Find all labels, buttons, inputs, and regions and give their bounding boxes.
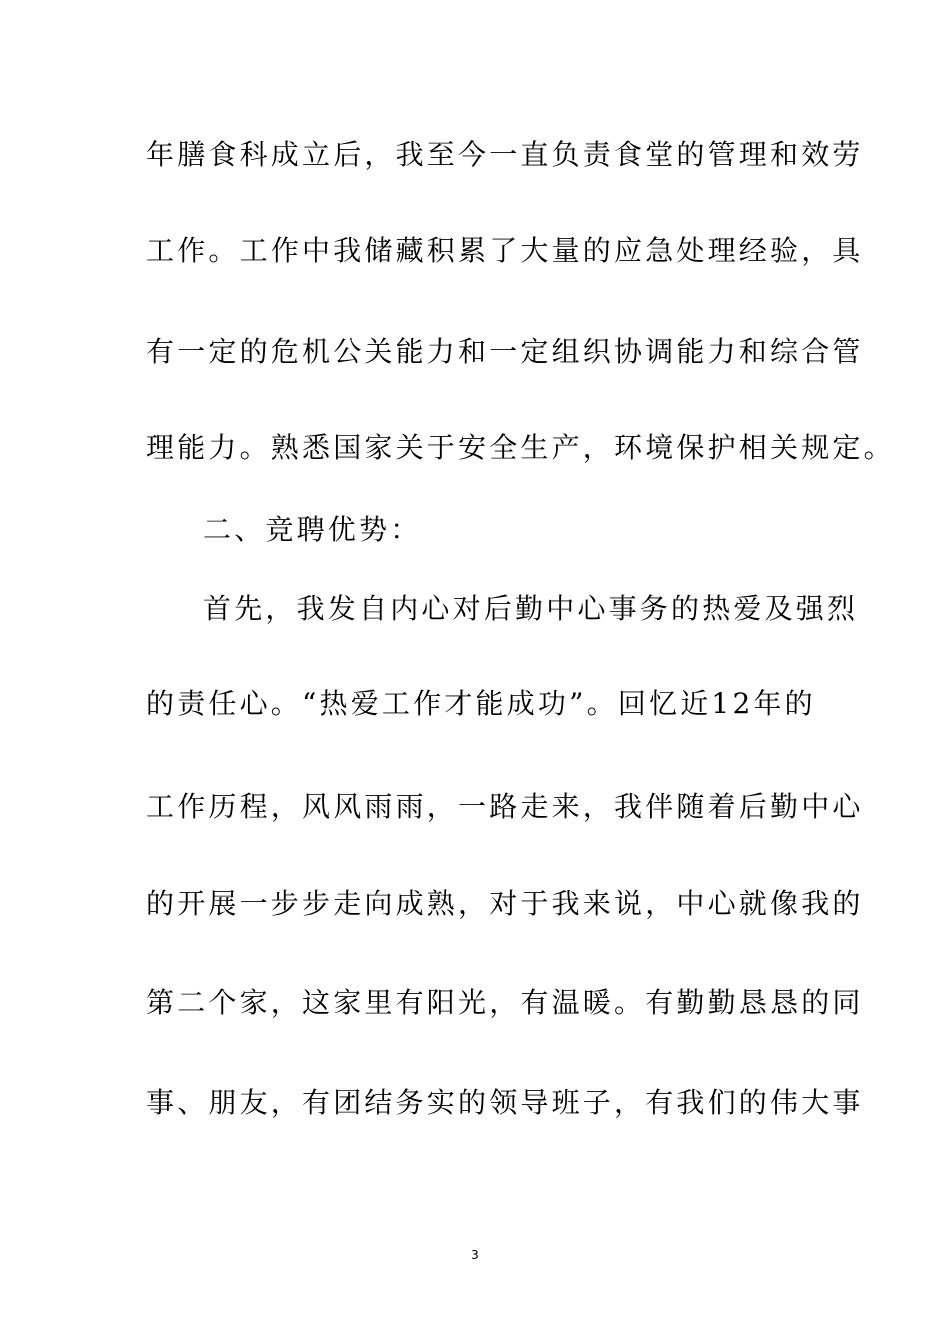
text-line-8: 工作历程，风风雨雨，一路走来，我伴随着后勤中心 xyxy=(146,790,864,823)
text-line-2: 工作。工作中我储藏积累了大量的应急处理经验，具 xyxy=(146,234,864,267)
text-line-4: 理能力。熟悉国家关于安全生产，环境保护相关规定。 xyxy=(146,431,895,464)
text-line-3: 有一定的危机公关能力和一定组织协调能力和综合管 xyxy=(146,335,864,368)
page-number: 3 xyxy=(471,1248,479,1262)
text-line-9: 的开展一步步走向成熟，对于我来说，中心就像我的 xyxy=(146,887,864,920)
text-line-11: 事、朋友，有团结务实的领导班子，有我们的伟大事 xyxy=(146,1086,864,1119)
text-line-10: 第二个家，这家里有阳光，有温暖。有勤勤恳恳的同 xyxy=(146,986,864,1019)
section-heading: 二、竞聘优势： xyxy=(203,513,422,546)
text-line-1: 年膳食科成立后，我至今一直负责食堂的管理和效劳 xyxy=(146,138,864,171)
text-line-7: 的责任心。“热爱工作才能成功”。回忆近12年的 xyxy=(146,687,816,720)
paragraph-start-line: 首先，我发自内心对后勤中心事务的热爱及强烈 xyxy=(203,592,859,625)
